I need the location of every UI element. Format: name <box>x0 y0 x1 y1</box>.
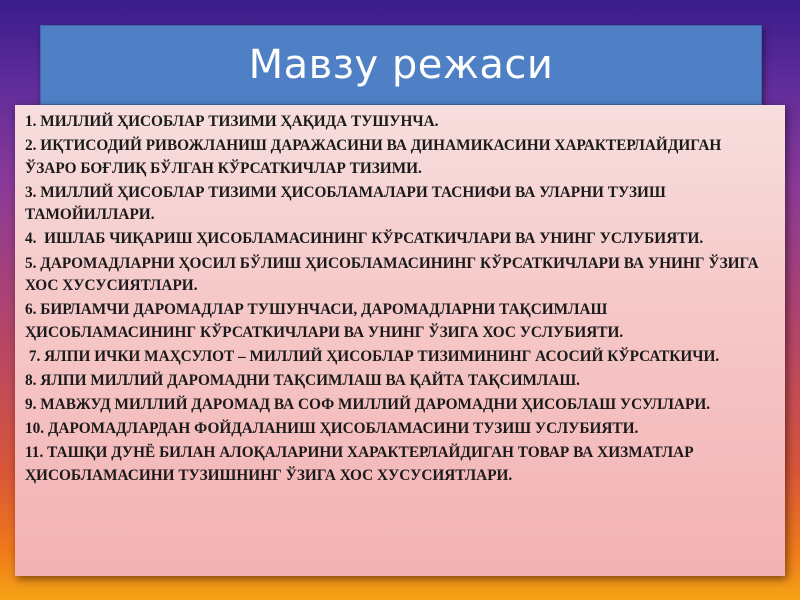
topic-item-10: 10. ДАРОМАДЛАРДАН ФОЙДАЛАНИШ ҲИСОБЛАМАСИНИ ТУЗИШ УСЛУБИЯТИ. <box>25 420 639 438</box>
topic-list <box>25 111 767 488</box>
topic-item-7: 7. ЯЛПИ ИЧКИ МАҲСУЛОТ – МИЛЛИЙ ҲИСОБЛАР ТИЗИМИНИНГ АСОСИЙ КЎРСАТКИЧИ. <box>25 347 720 365</box>
topic-item-4: 4. ИШЛАБ ЧИҚАРИШ ҲИСОБЛАМАСИНИНГ КЎРСАТКИЧЛАРИ ВА УНИНГ УСЛУБИЯТИ. <box>25 230 704 248</box>
topic-item-11: 11. ТАШҚИ ДУНЁ БИЛАН АЛОҚАЛАРИНИ ХАРАКТЕРЛАЙДИГАН ТОВАР ВА ХИЗМАТЛАР ҲИСОБЛАМАСИНИ ТУЗИШНИНГ ЎЗИГА ХОС ХУСУСИЯТЛАРИ. <box>25 444 698 484</box>
topic-item-6: 6. БИРЛАМЧИ ДАРОМАДЛАР ТУШУНЧАСИ, ДАРОМАДЛАРНИ ТАҚСИМЛАШ ҲИСОБЛАМАСИНИНГ КЎРСАТКИЧЛАРИ ВА УНИНГ ЎЗИГА ХОС УСЛУБИЯТИ. <box>25 301 624 341</box>
slide-title: Мавзу режаси <box>248 42 554 88</box>
title-bar <box>40 25 762 105</box>
topic-item-9: 9. МАВЖУД МИЛЛИЙ ДАРОМАД ВА СОФ МИЛЛИЙ ДАРОМАДНИ ҲИСОБЛАШ УСУЛЛАРИ. <box>25 396 711 414</box>
topic-item-3: 3. МИЛЛИЙ ҲИСОБЛАР ТИЗИМИ ҲИСОБЛАМАЛАРИ ТАСНИФИ ВА УЛАРНИ ТУЗИШ ТАМОЙИЛЛАРИ. <box>25 183 670 224</box>
topic-item-1: 1. МИЛЛИЙ ҲИСОБЛАР ТИЗИМИ ҲАҚИДА ТУШУНЧА. <box>25 113 439 130</box>
topic-item-8: 8. ЯЛПИ МИЛЛИЙ ДАРОМАДНИ ТАҚСИМЛАШ ВА ҚАЙТА ТАҚСИМЛАШ. <box>25 372 580 390</box>
topic-list-box <box>15 105 785 576</box>
topic-item-2: 2. ИҚТИСОДИЙ РИВОЖЛАНИШ ДАРАЖАСИНИ ВА ДИНАМИКАСИНИ ХАРАКТЕРЛАЙДИГАН ЎЗАРО БОҒЛИҚ БЎЛГАН КЎРСАТКИЧЛАР ТИЗИМИ. <box>25 137 726 177</box>
topic-item-5: 5. ДАРОМАДЛАРНИ ҲОСИЛ БЎЛИШ ҲИСОБЛАМАСИНИНГ КЎРСАТКИЧЛАРИ ВА УНИНГ ЎЗИГА ХОС ХУСУСИЯТЛАРИ. <box>25 254 763 295</box>
